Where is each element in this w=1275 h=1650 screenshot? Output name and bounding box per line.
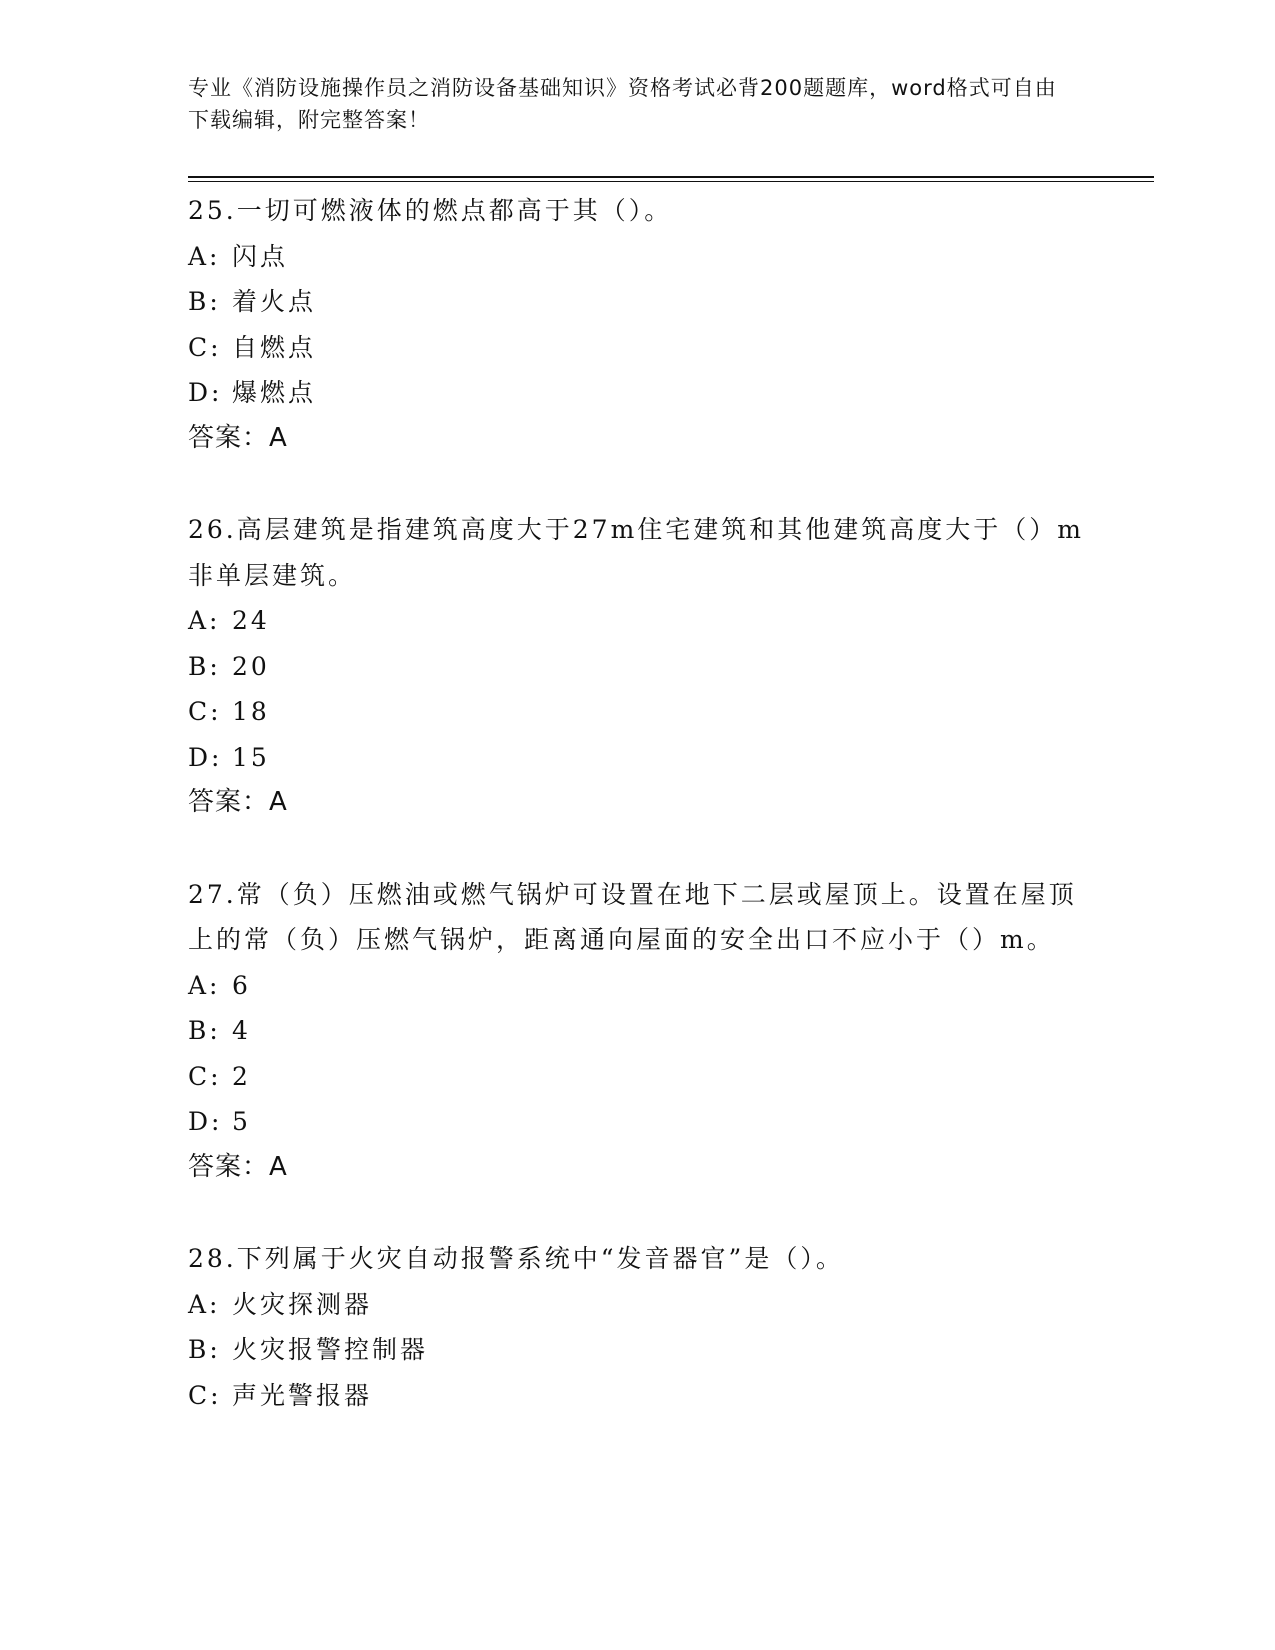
option-d bbox=[188, 735, 1088, 781]
option-label: D: bbox=[188, 742, 223, 772]
option-text: 闪点 bbox=[232, 241, 289, 271]
question-25 bbox=[188, 188, 1088, 461]
option-label: A: bbox=[188, 241, 221, 271]
option-label: D: bbox=[188, 378, 223, 407]
option-c bbox=[188, 1373, 1088, 1419]
option-a bbox=[188, 598, 1088, 644]
option-label: C: bbox=[188, 697, 222, 726]
option-text: 爆燃点 bbox=[232, 378, 317, 407]
option-label: A: bbox=[188, 1289, 221, 1319]
option-text: 火灾报警控制器 bbox=[232, 1335, 429, 1364]
option-label: A: bbox=[188, 970, 221, 1000]
option-label: B: bbox=[188, 1016, 221, 1045]
option-text: 15 bbox=[232, 742, 270, 772]
option-b bbox=[188, 279, 1088, 325]
option-label: B: bbox=[188, 651, 221, 681]
option-label: D: bbox=[188, 1107, 223, 1136]
option-d bbox=[188, 370, 1088, 416]
option-text: 4 bbox=[232, 1016, 251, 1045]
option-a bbox=[188, 963, 1088, 1009]
header-rule-thick bbox=[188, 176, 1154, 178]
option-c bbox=[188, 1054, 1088, 1100]
question-28 bbox=[188, 1236, 1088, 1418]
option-c bbox=[188, 689, 1088, 735]
question-27 bbox=[188, 872, 1088, 1191]
option-text: 20 bbox=[232, 651, 270, 681]
answer-line: 答案：A bbox=[188, 1151, 288, 1182]
option-text: 24 bbox=[232, 606, 270, 635]
option-text: 5 bbox=[232, 1107, 251, 1136]
option-d bbox=[188, 1099, 1088, 1145]
option-label: C: bbox=[188, 1061, 222, 1091]
option-text: 2 bbox=[232, 1061, 251, 1091]
option-label: A: bbox=[188, 606, 221, 635]
option-text: 火灾探测器 bbox=[232, 1289, 373, 1319]
option-label: B: bbox=[188, 1335, 221, 1364]
option-text: 声光警报器 bbox=[232, 1380, 373, 1410]
option-text: 自燃点 bbox=[232, 332, 317, 362]
question-stem: 25.一切可燃液体的燃点都高于其（）。 bbox=[188, 196, 673, 225]
option-label: C: bbox=[188, 332, 222, 362]
option-text: 18 bbox=[232, 697, 270, 726]
option-b bbox=[188, 1008, 1088, 1054]
option-b bbox=[188, 644, 1088, 690]
option-c bbox=[188, 325, 1088, 371]
option-text: 6 bbox=[232, 970, 251, 1000]
option-a bbox=[188, 234, 1088, 280]
option-label: C: bbox=[188, 1380, 222, 1410]
option-label: B: bbox=[188, 287, 221, 316]
answer-line: 答案：A bbox=[188, 422, 288, 453]
header-rule-thin bbox=[188, 181, 1154, 182]
question-26 bbox=[188, 507, 1088, 826]
option-text: 着火点 bbox=[232, 287, 317, 316]
question-stem: 27.常（负）压燃油或燃气锅炉可设置在地下二层或屋顶上。设置在屋顶上的常（负）压燃气锅炉，距离通向屋面的安全出口不应小于（）m。 bbox=[188, 879, 1077, 954]
answer-line: 答案：A bbox=[188, 787, 288, 817]
question-stem: 26.高层建筑是指建筑高度大于27m住宅建筑和其他建筑高度大于（）m非单层建筑。 bbox=[188, 515, 1084, 590]
question-list bbox=[188, 188, 1088, 1464]
option-a bbox=[188, 1282, 1088, 1328]
document-header: 专业《消防设施操作员之消防设备基础知识》资格考试必背200题题库，word格式可自由下载编辑，附完整答案！ bbox=[188, 76, 1057, 132]
question-stem: 28.下列属于火灾自动报警系统中“发音器官”是（）。 bbox=[188, 1244, 844, 1273]
option-b bbox=[188, 1327, 1088, 1373]
